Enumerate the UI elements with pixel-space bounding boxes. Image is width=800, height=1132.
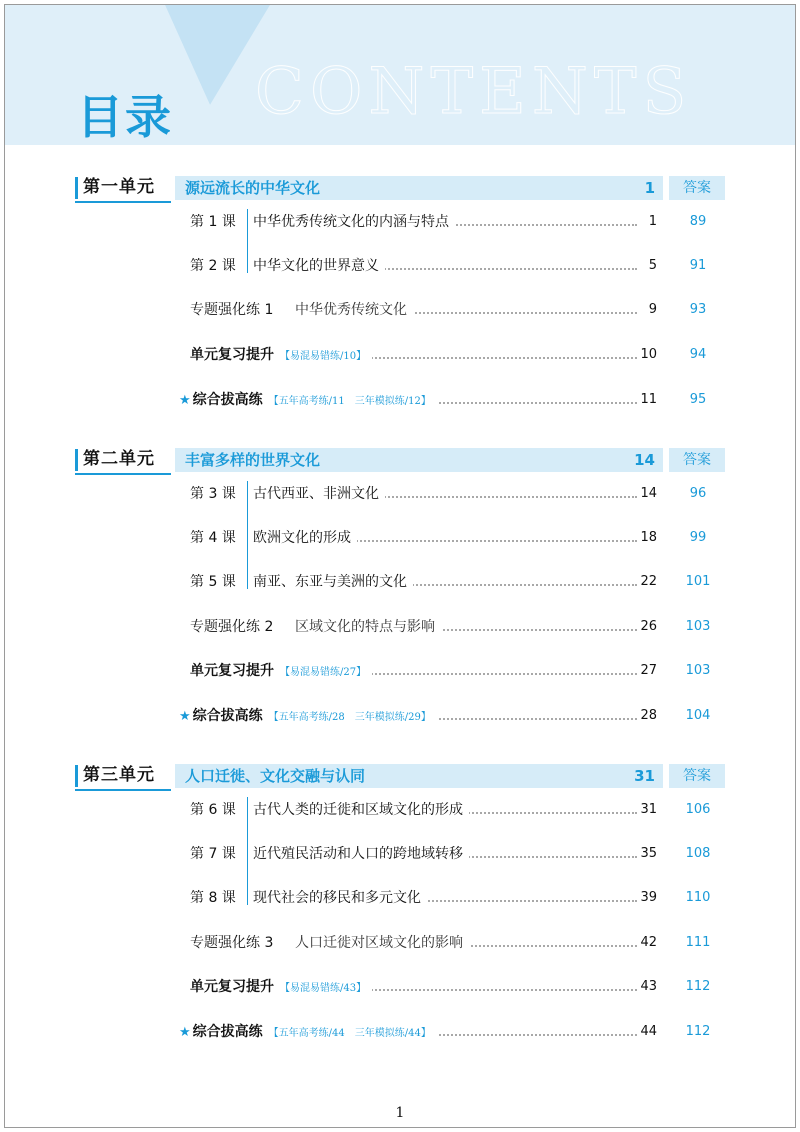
page-number: 18 bbox=[640, 530, 657, 545]
toc-entry-review[interactable] bbox=[5, 342, 795, 368]
comprehensive-title bbox=[179, 1019, 437, 1047]
lesson-title: 现代社会的移民和多元文化 bbox=[253, 885, 427, 911]
unit-label: 第一单元 bbox=[75, 175, 175, 203]
lesson-title: 古代西亚、非洲文化 bbox=[253, 481, 385, 507]
toc-entry-review[interactable] bbox=[5, 658, 795, 684]
unit-header bbox=[75, 763, 725, 789]
answer-page-number: 96 bbox=[689, 486, 707, 501]
toc-entry[interactable] bbox=[5, 885, 795, 911]
lesson-title: 欧洲文化的形成 bbox=[253, 525, 357, 551]
unit-title: 丰富多样的世界文化 bbox=[185, 451, 321, 469]
lesson-title: 古代人类的迁徙和区域文化的形成 bbox=[253, 797, 469, 823]
page-number: 26 bbox=[640, 619, 657, 634]
review-note: 【易混易错练/43】 bbox=[280, 983, 367, 994]
unit-title: 人口迁徙、文化交融与认同 bbox=[185, 767, 366, 785]
lesson-number: 第 4 课 bbox=[190, 530, 236, 546]
toc-entry-comprehensive[interactable] bbox=[5, 703, 795, 729]
page-number: 44 bbox=[640, 1024, 657, 1039]
review-title bbox=[190, 342, 372, 370]
answer-page-number: 103 bbox=[685, 663, 711, 678]
page-number: 9 bbox=[648, 302, 657, 317]
special-number: 专题强化练 2 bbox=[190, 619, 274, 635]
lesson-title: 南亚、东亚与美洲的文化 bbox=[253, 569, 413, 595]
header-banner bbox=[5, 5, 795, 145]
lesson-number: 第 8 课 bbox=[190, 890, 236, 906]
toc-entry-review[interactable] bbox=[5, 974, 795, 1000]
lesson-number: 第 3 课 bbox=[190, 486, 236, 502]
page-number: 14 bbox=[640, 486, 657, 501]
answer-page-number: 108 bbox=[685, 846, 711, 861]
lesson-title: 中华优秀传统文化的内涵与特点 bbox=[253, 209, 455, 235]
review-title-text: 单元复习提升 bbox=[190, 347, 274, 363]
special-title: 区域文化的特点与影响 bbox=[295, 614, 441, 640]
answer-page-number: 112 bbox=[685, 1024, 711, 1039]
toc-entry-comprehensive[interactable] bbox=[5, 1019, 795, 1045]
answer-label: 答案 bbox=[669, 448, 725, 472]
answer-page-number: 103 bbox=[685, 619, 711, 634]
comprehensive-title-text: 综合拔高练 bbox=[192, 1024, 263, 1040]
answer-page-number: 112 bbox=[685, 979, 711, 994]
star-icon: ★ bbox=[179, 709, 191, 724]
unit-header bbox=[75, 447, 725, 473]
toc-entry-special[interactable] bbox=[5, 614, 795, 640]
unit-label: 第二单元 bbox=[75, 447, 175, 475]
toc-entry[interactable] bbox=[5, 209, 795, 235]
page-title: 目录 bbox=[77, 90, 173, 144]
answer-page-number: 111 bbox=[685, 935, 711, 950]
toc-entry[interactable] bbox=[5, 797, 795, 823]
unit-page-number: 1 bbox=[644, 179, 655, 197]
unit-title-bar[interactable] bbox=[175, 448, 663, 472]
toc-entry[interactable] bbox=[5, 253, 795, 279]
comprehensive-title bbox=[179, 387, 437, 415]
toc-entry[interactable] bbox=[5, 841, 795, 867]
answer-page-number: 93 bbox=[689, 302, 707, 317]
lesson-number: 第 5 课 bbox=[190, 574, 236, 590]
page-frame bbox=[4, 4, 796, 1128]
review-title bbox=[190, 658, 372, 686]
unit-title-bar[interactable] bbox=[175, 764, 663, 788]
review-note: 【易混易错练/27】 bbox=[280, 667, 367, 678]
star-icon: ★ bbox=[179, 393, 191, 408]
answer-page-number: 95 bbox=[689, 392, 707, 407]
toc-entry-special[interactable] bbox=[5, 930, 795, 956]
review-title-text: 单元复习提升 bbox=[190, 663, 274, 679]
special-number: 专题强化练 1 bbox=[190, 302, 274, 318]
footer-page-number: 1 bbox=[395, 1105, 405, 1121]
page-number: 39 bbox=[640, 890, 657, 905]
answer-page-number: 91 bbox=[689, 258, 707, 273]
lesson-title: 中华文化的世界意义 bbox=[253, 253, 385, 279]
contents-watermark: CONTENTS bbox=[255, 55, 693, 129]
unit-page-number: 14 bbox=[634, 451, 655, 469]
page-number: 10 bbox=[640, 347, 657, 362]
comprehensive-title bbox=[179, 703, 437, 731]
toc-entry-special[interactable] bbox=[5, 297, 795, 323]
toc-entry[interactable] bbox=[5, 525, 795, 551]
answer-page-number: 104 bbox=[685, 708, 711, 723]
answer-page-number: 94 bbox=[689, 347, 707, 362]
comprehensive-note: 【五年高考练/44 三年模拟练/44】 bbox=[268, 1028, 431, 1039]
answer-page-number: 101 bbox=[685, 574, 711, 589]
answer-page-number: 106 bbox=[685, 802, 711, 817]
special-title: 人口迁徙对区域文化的影响 bbox=[295, 930, 469, 956]
page-number: 28 bbox=[640, 708, 657, 723]
review-title bbox=[190, 974, 372, 1002]
lesson-number: 第 6 课 bbox=[190, 802, 236, 818]
special-title: 中华优秀传统文化 bbox=[295, 297, 413, 323]
answer-page-number: 89 bbox=[689, 214, 707, 229]
page-number: 11 bbox=[640, 392, 657, 407]
comprehensive-title-text: 综合拔高练 bbox=[192, 392, 263, 408]
review-note: 【易混易错练/10】 bbox=[280, 351, 367, 362]
page-number: 31 bbox=[640, 802, 657, 817]
toc-entry-comprehensive[interactable] bbox=[5, 387, 795, 413]
answer-page-number: 110 bbox=[685, 890, 711, 905]
unit-header bbox=[75, 175, 725, 201]
special-number: 专题强化练 3 bbox=[190, 935, 274, 951]
lesson-number: 第 1 课 bbox=[190, 214, 236, 230]
toc-entry[interactable] bbox=[5, 481, 795, 507]
star-icon: ★ bbox=[179, 1025, 191, 1040]
toc-entry[interactable] bbox=[5, 569, 795, 595]
page-number: 22 bbox=[640, 574, 657, 589]
page-number: 35 bbox=[640, 846, 657, 861]
unit-page-number: 31 bbox=[634, 767, 655, 785]
unit-label: 第三单元 bbox=[75, 763, 175, 791]
lesson-number: 第 2 课 bbox=[190, 258, 236, 274]
comprehensive-note: 【五年高考练/11 三年模拟练/12】 bbox=[268, 396, 431, 407]
page-number: 43 bbox=[640, 979, 657, 994]
page-number: 27 bbox=[640, 663, 657, 678]
answer-label: 答案 bbox=[669, 764, 725, 788]
comprehensive-note: 【五年高考练/28 三年模拟练/29】 bbox=[268, 712, 431, 723]
answer-label: 答案 bbox=[669, 176, 725, 200]
answer-page-number: 99 bbox=[689, 530, 707, 545]
review-title-text: 单元复习提升 bbox=[190, 979, 274, 995]
page-number: 5 bbox=[648, 258, 657, 273]
comprehensive-title-text: 综合拔高练 bbox=[192, 708, 263, 724]
page-number: 42 bbox=[640, 935, 657, 950]
lesson-title: 近代殖民活动和人口的跨地域转移 bbox=[253, 841, 469, 867]
page-number: 1 bbox=[648, 214, 657, 229]
unit-title: 源远流长的中华文化 bbox=[185, 179, 321, 197]
unit-title-bar[interactable] bbox=[175, 176, 663, 200]
lesson-number: 第 7 课 bbox=[190, 846, 236, 862]
